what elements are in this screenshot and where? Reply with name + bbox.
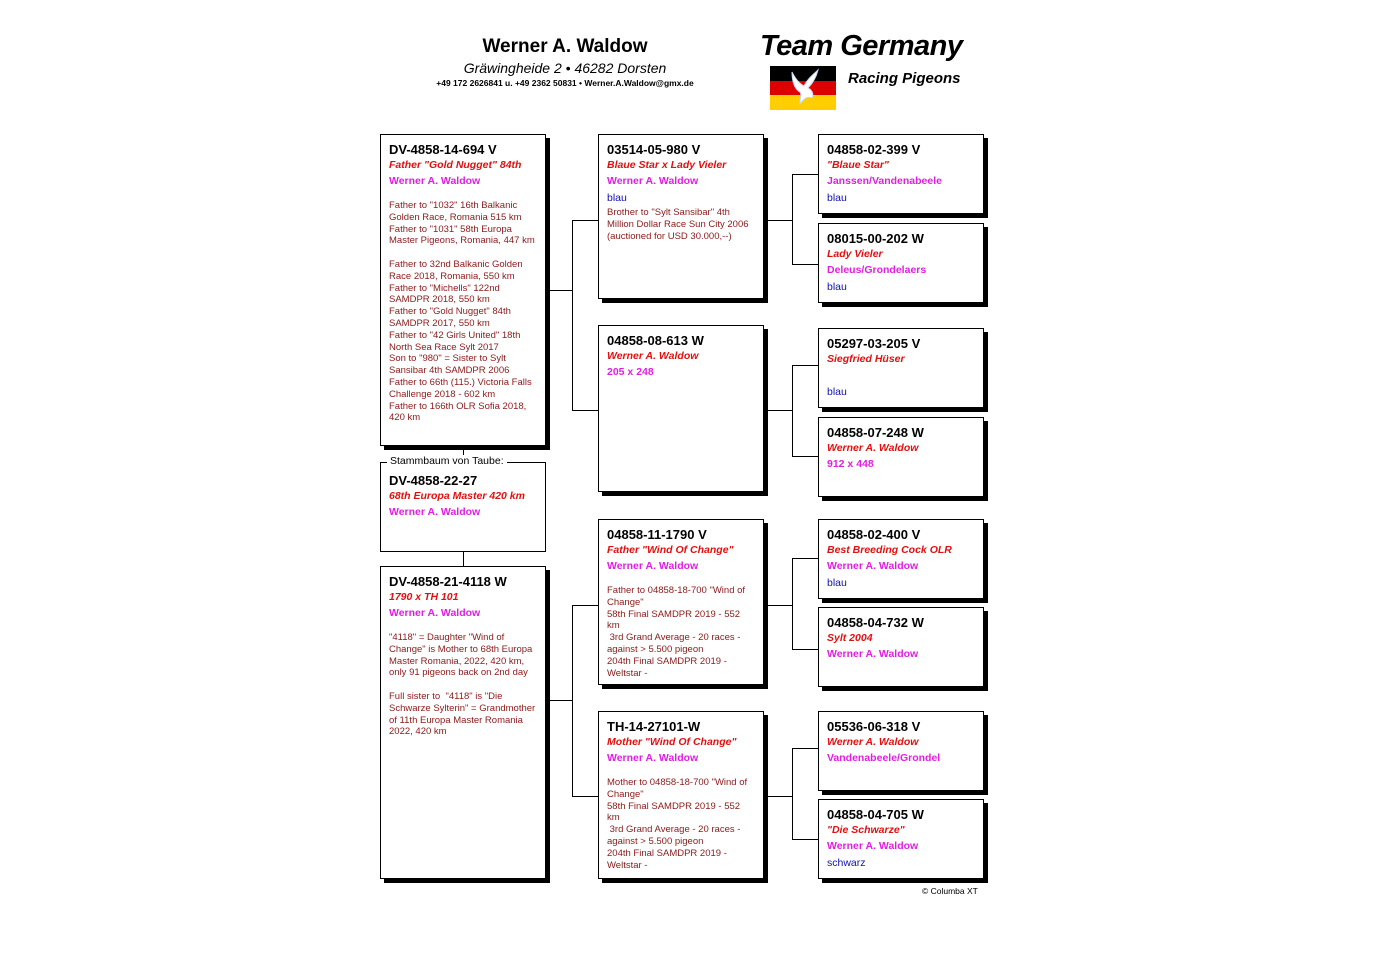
breeder-name: Werner A. Waldow	[827, 840, 919, 852]
german-flag-dove-logo	[770, 66, 836, 110]
connector-line	[792, 649, 818, 650]
pigeon-name: Lady Vieler	[827, 248, 883, 260]
pigeon-name: Werner A. Waldow	[827, 736, 919, 748]
connector-line	[763, 220, 793, 221]
breeder-name: Werner A. Waldow	[827, 648, 919, 660]
ring-number: TH-14-27101-W	[607, 719, 701, 734]
connector-line	[572, 220, 573, 411]
connector-line	[792, 174, 793, 265]
connector-line	[792, 365, 818, 366]
ring-number: DV-4858-22-27	[389, 473, 478, 488]
pigeon-name: Siegfried Hüser	[827, 353, 905, 365]
pigeon-name: "Die Schwarze"	[827, 824, 905, 836]
connector-line	[463, 552, 464, 566]
ring-number: 03514-05-980 V	[607, 142, 701, 157]
breeder-name: 205 x 248	[607, 366, 654, 378]
team-subtitle: Racing Pigeons	[848, 70, 961, 87]
pigeon-card-mmf[interactable]	[818, 711, 984, 791]
performance-notes: Mother to 04858-18-700 "Wind of Change" 58th Final SAMDPR 2019 - 552 km 3rd Grand Average - 20 races - against > 5.500 pigeon 204th Final SAMDPR 2019 - Weltstar -	[607, 777, 748, 871]
connector-line	[572, 605, 598, 606]
ring-number: 04858-08-613 W	[607, 333, 704, 348]
subject-pigeon-box[interactable]	[380, 455, 546, 552]
pigeon-name: Father "Wind Of Change"	[607, 544, 734, 556]
connector-line	[792, 174, 818, 175]
pigeon-card-mfm[interactable]	[818, 607, 984, 687]
performance-notes: "4118" = Daughter "Wind of Change" is Mother to 68th Europa Master Romania, 2022, 420 km, only 91 pigeons back on 2nd day Full sister to "4118" is "Die Schwarze Sylterin" = Grandmother of 11th Europa Master Romania 2022, 420 km	[389, 632, 536, 738]
connector-line	[792, 839, 818, 840]
breeder-name	[827, 367, 975, 384]
connector-line	[792, 748, 793, 840]
ring-number: 04858-02-400 V	[827, 527, 921, 542]
ring-number: 05297-03-205 V	[827, 336, 921, 351]
performance-notes: Brother to "Sylt Sansibar" 4th Million Dollar Race Sun City 2006 (auctioned for USD 30.000,--)	[607, 207, 752, 242]
pigeon-name: Mother "Wind Of Change"	[607, 736, 737, 748]
breeder-name: Werner A. Waldow	[607, 752, 699, 764]
breeder-name: Werner A. Waldow	[389, 607, 481, 619]
breeder-name: 912 x 448	[827, 458, 874, 470]
pigeon-name: Werner A. Waldow	[607, 350, 699, 362]
owner-address: Gräwingheide 2 • 46282 Dorsten	[463, 60, 667, 76]
connector-line	[763, 410, 793, 411]
connector-line	[792, 456, 818, 457]
pigeon-name: 1790 x TH 101	[389, 591, 459, 603]
connector-line	[763, 605, 793, 606]
owner-name: Werner A. Waldow	[482, 36, 648, 57]
feather-color: schwarz	[827, 857, 866, 869]
ring-number: 05536-06-318 V	[827, 719, 921, 734]
team-title: Team Germany	[760, 30, 963, 62]
connector-line	[546, 290, 572, 291]
connector-line	[792, 558, 793, 650]
pigeon-card-father-father[interactable]	[598, 134, 764, 299]
pigeon-name: "Blaue Star"	[827, 159, 889, 171]
ring-number: DV-4858-14-694 V	[389, 142, 497, 157]
feather-color: blau	[827, 281, 847, 293]
connector-line	[792, 264, 818, 265]
performance-notes: Father to 04858-18-700 "Wind of Change" 58th Final SAMDPR 2019 - 552 km 3rd Grand Average - 20 races - against > 5.500 pigeon 204th Final SAMDPR 2019 - Weltstar -	[607, 585, 746, 679]
pigeon-card-fmm[interactable]	[818, 417, 984, 497]
breeder-name: Werner A. Waldow	[389, 175, 481, 187]
breeder-name: Werner A. Waldow	[607, 175, 699, 187]
pigeon-card-mff[interactable]	[818, 519, 984, 599]
breeder-name: Werner A. Waldow	[827, 560, 919, 572]
feather-color: blau	[827, 192, 847, 204]
copyright-notice: © Columba XT	[922, 886, 978, 896]
breeder-name: Vandenabeele/Grondel	[827, 752, 941, 764]
breeder-name: Werner A. Waldow	[607, 560, 699, 572]
pigeon-card-father[interactable]	[380, 134, 546, 446]
pigeon-card-mother[interactable]	[380, 566, 546, 879]
ring-number: 04858-02-399 V	[827, 142, 921, 157]
pigeon-name: Sylt 2004	[827, 632, 873, 644]
pigeon-card-mother-mother[interactable]	[598, 711, 764, 879]
owner-contact: +49 172 2626841 u. +49 2362 50831 • Werner.A.Waldow@gmx.de	[436, 78, 694, 88]
connector-line	[572, 796, 598, 797]
feather-color: blau	[827, 577, 847, 589]
feather-color: blau	[827, 386, 847, 398]
ring-number: DV-4858-21-4118 W	[389, 574, 507, 589]
pigeon-name: Father "Gold Nugget" 84th	[389, 159, 522, 171]
ring-number: 08015-00-202 W	[827, 231, 924, 246]
pigeon-name: Blaue Star x Lady Vieler	[607, 159, 727, 171]
connector-line	[792, 748, 818, 749]
pigeon-name: Best Breeding Cock OLR	[827, 544, 952, 556]
connector-line	[546, 700, 572, 701]
ring-number: 04858-11-1790 V	[607, 527, 707, 542]
feather-color: blau	[607, 192, 627, 204]
pigeon-card-ffm[interactable]	[818, 223, 984, 303]
pigeon-card-fmf[interactable]	[818, 328, 984, 408]
connector-line	[572, 605, 573, 797]
breeder-name: Janssen/Vandenabeele	[827, 175, 942, 187]
connector-line	[572, 220, 598, 221]
pedigree-legend: Stammbaum von Taube:	[387, 455, 507, 467]
pigeon-name: Werner A. Waldow	[827, 442, 919, 454]
pigeon-card-fff[interactable]	[818, 134, 984, 214]
ring-number: 04858-04-705 W	[827, 807, 924, 822]
pigeon-name: 68th Europa Master 420 km	[389, 490, 525, 502]
ring-number: 04858-04-732 W	[827, 615, 924, 630]
performance-notes: Father to "1032" 16th Balkanic Golden Race, Romania 515 km Father to "1031" 58th Europa Master Pigeons, Romania, 447 km Father to 32nd Balkanic Golden Race 2018, Romania, 550 km Father to "Michells" 122nd SAMDPR 2018, 550 km Father to "Gold Nugget" 84th SAMDPR 2017, 550 km Father to "42 Girls United" 18th North Sea Race Sylt 2017 Son to "980" = Sister to Sylt Sansibar 4th SAMDPR 2006 Father to 66th (115.) Victoria Falls Challenge 2018 - 602 km Father to 166th OLR Sofia 2018, 420 km	[389, 200, 535, 424]
ring-number: 04858-07-248 W	[827, 425, 924, 440]
dove-icon	[786, 66, 822, 110]
connector-line	[792, 365, 793, 457]
connector-line	[792, 558, 818, 559]
pigeon-card-father-mother[interactable]	[598, 325, 764, 492]
pigeon-card-mother-father[interactable]	[598, 519, 764, 685]
breeder-name: Werner A. Waldow	[389, 506, 481, 518]
connector-line	[763, 796, 793, 797]
pigeon-card-mmm[interactable]	[818, 799, 984, 879]
breeder-name: Deleus/Grondelaers	[827, 264, 927, 276]
connector-line	[572, 410, 598, 411]
